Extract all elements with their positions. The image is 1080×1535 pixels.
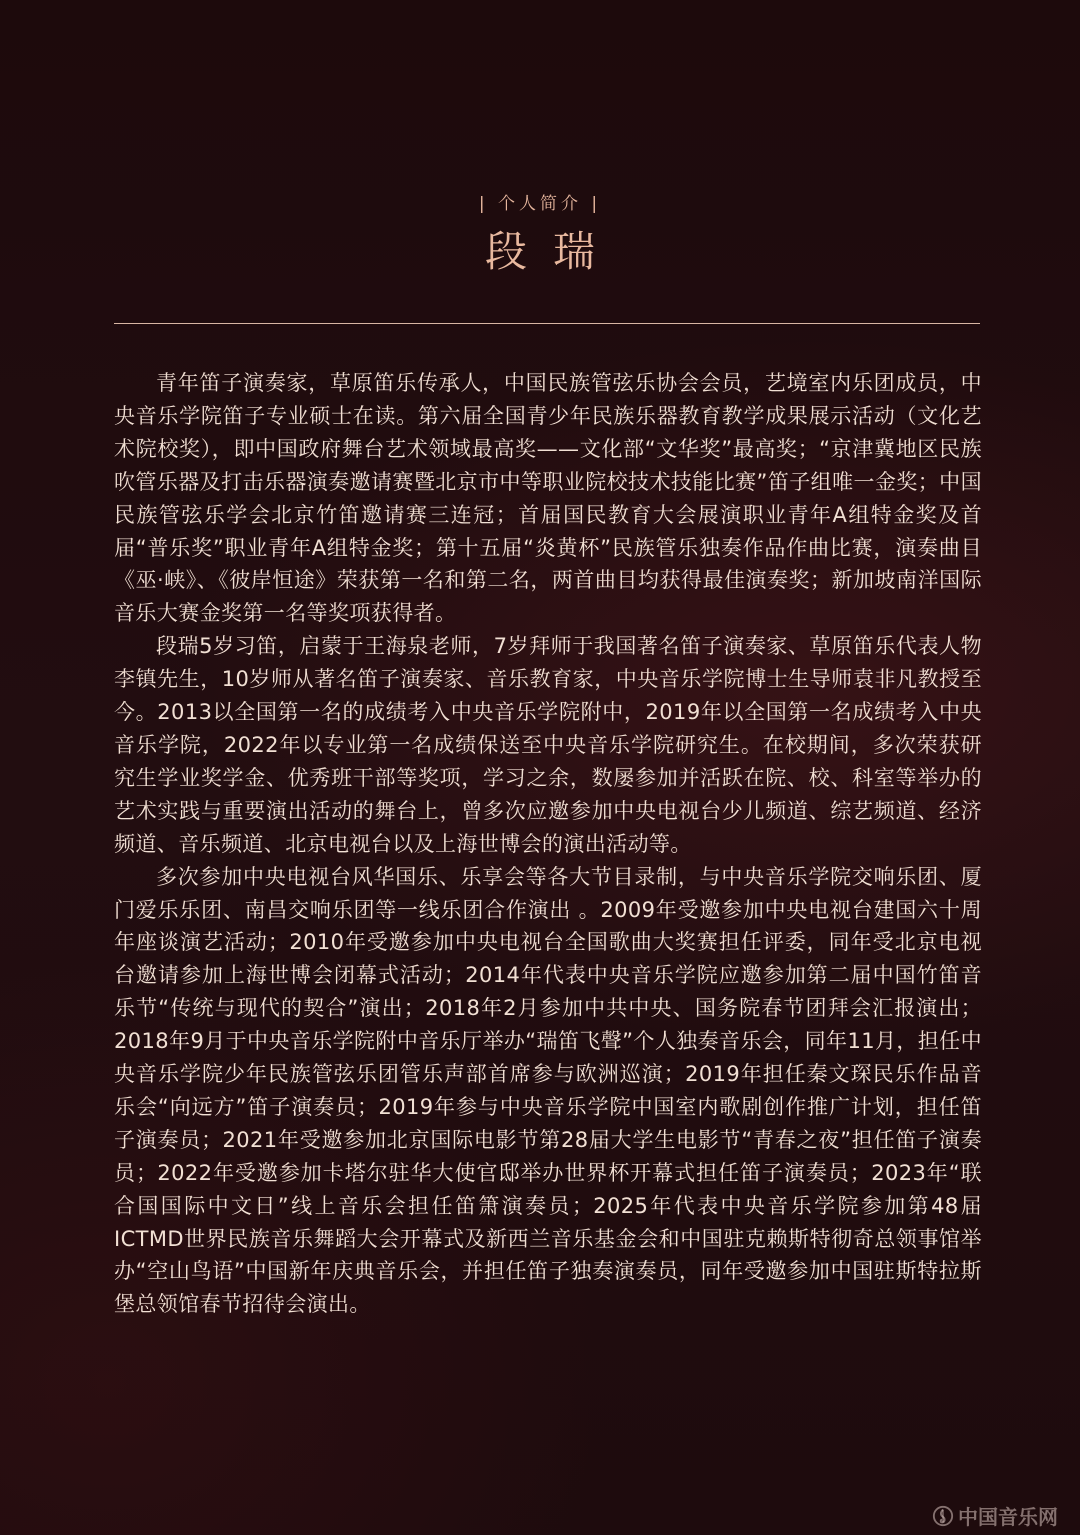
watermark: [932, 1501, 1058, 1530]
title-divider: [114, 323, 980, 324]
music-clef-icon: [932, 1505, 954, 1527]
page-title: 段瑞: [484, 227, 621, 276]
bio-paragraph-1: 青年笛子演奏家，草原笛乐传承人，中国民族管弦乐协会会员，艺境室内乐团成员，中央音乐学院笛子专业硕士在读。第六届全国青少年民族乐器教育教学成果展示活动（文化艺术院校奖），即中国政府舞台艺术领域最高奖——文化部“文华奖”最高奖；“京津冀地区民族吹管乐器及打击乐器演奏邀请赛暨北京市中等职业院校技术技能比赛”笛子组唯一金奖；中国民族管弦乐学会北京竹笛邀请赛三连冠；首届国民教育大会展演职业青年A组特金奖及首届“普乐奖”职业青年A组特金奖；第十五届“炎黄杯”民族管乐独奏作品作曲比赛，演奏曲目《巫·峡》、《彼岸恒途》荣获第一名和第二名，两首曲目均获得最佳演奏奖；新加坡南洋国际音乐大赛金奖第一名等奖项获得者。: [114, 371, 982, 626]
bio-body: [114, 367, 982, 1321]
section-label: | 个人简介 |: [478, 194, 602, 214]
watermark-text: 中国音乐网: [958, 1505, 1058, 1529]
bio-paragraph-2: 段瑞5岁习笛，启蒙于王海泉老师，7岁拜师于我国著名笛子演奏家、草原笛乐代表人物李镇先生，10岁师从著名笛子演奏家、音乐教育家，中央音乐学院博士生导师袁非凡教授至今。2013以全国第一名的成绩考入中央音乐学院附中，2019年以全国第一名成绩考入中央音乐学院，2022年以专业第一名成绩保送至中央音乐学院研究生。在校期间，多次荣获研究生学业奖学金、优秀班干部等奖项，学习之余，数屡参加并活跃在院、校、科室等举办的艺术实践与重要演出活动的舞台上，曾多次应邀参加中央电视台少儿频道、综艺频道、经济频道、音乐频道、北京电视台以及上海世博会的演出活动等。: [114, 634, 982, 856]
bio-paragraph-3: 多次参加中央电视台风华国乐、乐享会等各大节目录制，与中央音乐学院交响乐团、厦门爱乐乐团、南昌交响乐团等一线乐团合作演出 。2009年受邀参加中央电视台建国六十周年座谈演艺活动；2010年受邀参加中央电视台全国歌曲大奖赛担任评委，同年受北京电视台邀请参加上海世博会闭幕式活动；2014年代表中央音乐学院应邀参加第二届中国竹笛音乐节“传统与现代的契合”演出；2018年2月参加中共中央、国务院春节团拜会汇报演出；2018年9月于中央音乐学院附中音乐厅举办“瑞笛飞聲”个人独奏音乐会，同年11月，担任中央音乐学院少年民族管弦乐团管乐声部首席参与欧洲巡演；2019年担任秦文琛民乐作品音乐会“向远方”笛子演奏员；2019年参与中央音乐学院中国室内歌剧创作推广计划，担任笛子演奏员；2021年受邀参加北京国际电影节第28届大学生电影节“青春之夜”担任笛子演奏员；2022年受邀参加卡塔尔驻华大使官邸举办世界杯开幕式担任笛子演奏员；2023年“联合国国际中文日”线上音乐会担任笛箫演奏员；2025年代表中央音乐学院参加第48届ICTMD世界民族音乐舞蹈大会开幕式及新西兰音乐基金会和中国驻克赖斯特彻奇总领事馆举办“空山鸟语”中国新年庆典音乐会，并担任笛子独奏演奏员，同年受邀参加中国驻斯特拉斯堡总领馆春节招待会演出。: [114, 864, 982, 1317]
